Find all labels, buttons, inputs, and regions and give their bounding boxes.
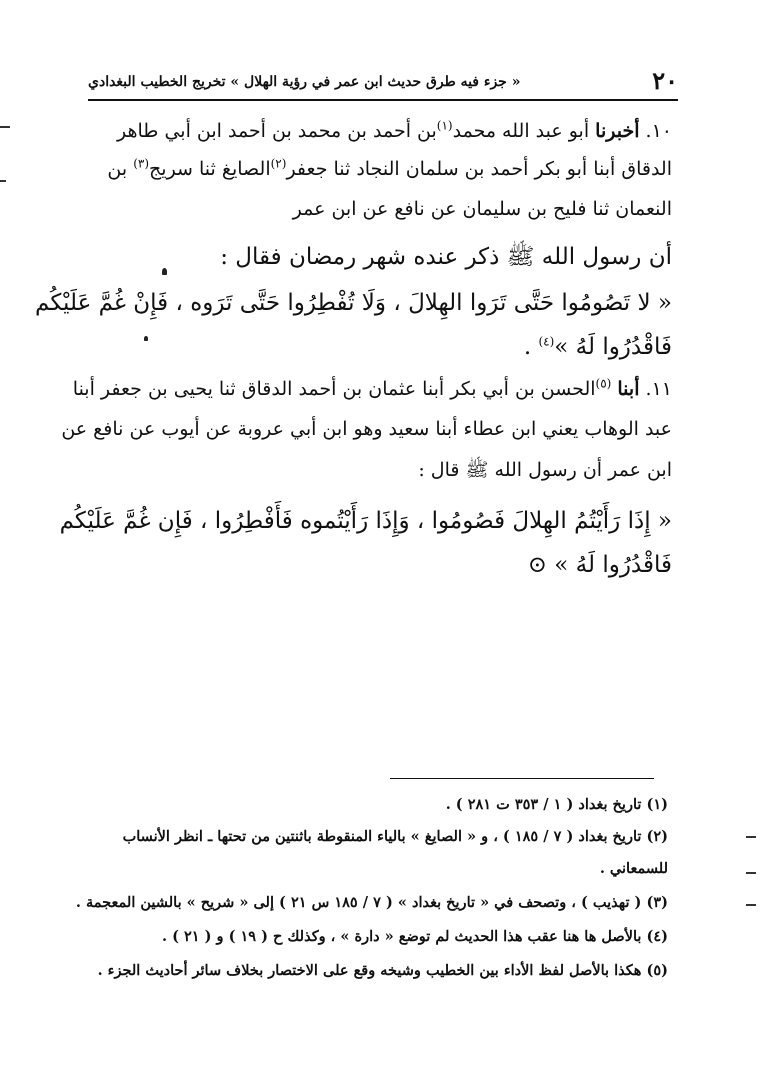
text-segment: بن أحمد بن محمد بن أحمد ابن أبي طاهر xyxy=(117,120,437,142)
text-segment: النعمان ثنا فليح بن سليمان عن نافع عن ابن عمر xyxy=(292,198,672,220)
hadith-number: ١١. xyxy=(645,378,672,400)
footnote-ref: (٤) xyxy=(538,334,555,349)
hadith1-line-1: « لا تَصُومُوا حَتَّى تَرَوا الهِلالَ ، وَلَا تُفْطِرُوا حَتَّى تَرَوه ، فَإِنْ غُمَّ عَلَيْكُم xyxy=(35,290,672,316)
page-header xyxy=(88,66,678,100)
body-line-4 xyxy=(73,378,672,400)
body-line-3 xyxy=(293,198,672,220)
header-rule xyxy=(88,99,678,101)
ink-speck xyxy=(162,268,167,275)
ink-speck xyxy=(144,336,148,341)
body-line-2 xyxy=(107,158,672,180)
text-segment: عبد الوهاب يعني ابن عطاء أبنا سعيد وهو ابن أبي عروبة عن أيوب عن نافع عن xyxy=(61,418,672,440)
transmission-word: أبنا xyxy=(617,378,640,400)
footnote-ref: (٣) xyxy=(133,156,150,171)
body-line-1 xyxy=(117,120,672,142)
footnote-ref: (٥) xyxy=(595,376,612,391)
footnote-1: (١) تاريخ بغداد ( ١ / ٣٥٣ ت ٢٨١ ) . xyxy=(445,796,668,813)
text-segment: فَاقْدُرُوا لَهُ » xyxy=(554,334,672,360)
footnote-3: (٣) ( تهذيب ) ، وتصحف في « تاريخ بغداد » ( ٧ / ١٨٥ س ٢١ ) إلى « شريح » بالشين المعجمة . xyxy=(75,894,668,911)
hadith2-line-2: فَاقْدُرُوا لَهُ » ⊙ xyxy=(527,552,672,578)
text-segment: الحسن بن أبي بكر أبنا عثمان بن أحمد الدقاق ثنا يحيى بن جعفر أبنا xyxy=(72,378,596,400)
footnote-2: (٢) تاريخ بغداد ( ٧ / ١٨٥ ) ، و « الصايغ » بالياء المنقوطة باثنتين من تحتها ـ انظر الأنساب xyxy=(122,828,668,845)
text-segment: الصايغ ثنا سريج xyxy=(149,158,271,180)
text-segment: الدقاق أبنا أبو بكر أحمد بن سلمان النجاد ثنا جعفر xyxy=(286,158,672,180)
footnote-5: (٥) هكذا بالأصل لفظ الأداء بين الخطيب وشيخه وقع على الاختصار بخلاف سائر أحاديث الجزء . xyxy=(97,962,668,979)
hadith1-line-2 xyxy=(524,334,672,360)
body-line-6 xyxy=(418,458,672,486)
running-title: « جزء فيه طرق حديث ابن عمر في رؤية الهلال » تخريج الخطيب البغدادي xyxy=(88,74,521,90)
text-segment: بن xyxy=(107,158,134,180)
footnote-2-cont: للسمعاني . xyxy=(599,860,668,877)
body-line-5 xyxy=(61,418,672,440)
transmission-word: أخبرنا xyxy=(595,120,640,142)
text-segment: ابن عمر أن رسول الله ﷺ قال : xyxy=(418,459,672,481)
footnote-4: (٤) بالأصل ها هنا عقب هذا الحديث لم توضع « دارة » ، وكذلك ح ( ١٩ ) و ( ٢١ ) . xyxy=(161,928,668,945)
hadith-number: ١٠. xyxy=(645,120,672,142)
hadith2-line-1: « إِذَا رَأَيْتُمُ الهِلالَ فَصُومُوا ، وَإِذَا رَأَيْتُموه فَأَفْطِرُوا ، فَإِن غُمَّ عَلَيْكُم xyxy=(59,508,672,534)
scan-mark xyxy=(0,126,10,128)
text-segment: أبو عبد الله محمد xyxy=(452,120,590,142)
footnote-rule xyxy=(390,778,654,779)
scan-mark xyxy=(746,904,756,906)
scan-mark xyxy=(0,180,6,182)
text-segment: . xyxy=(523,334,539,360)
page-number: ٢٠ xyxy=(652,66,678,95)
footnote-ref: (٢) xyxy=(270,156,287,171)
scan-mark xyxy=(746,836,756,838)
footnote-ref: (١) xyxy=(436,118,453,133)
hadith1-intro: أن رسول الله ﷺ ذكر عنده شهر رمضان فقال : xyxy=(220,244,672,270)
scan-mark xyxy=(746,872,756,874)
